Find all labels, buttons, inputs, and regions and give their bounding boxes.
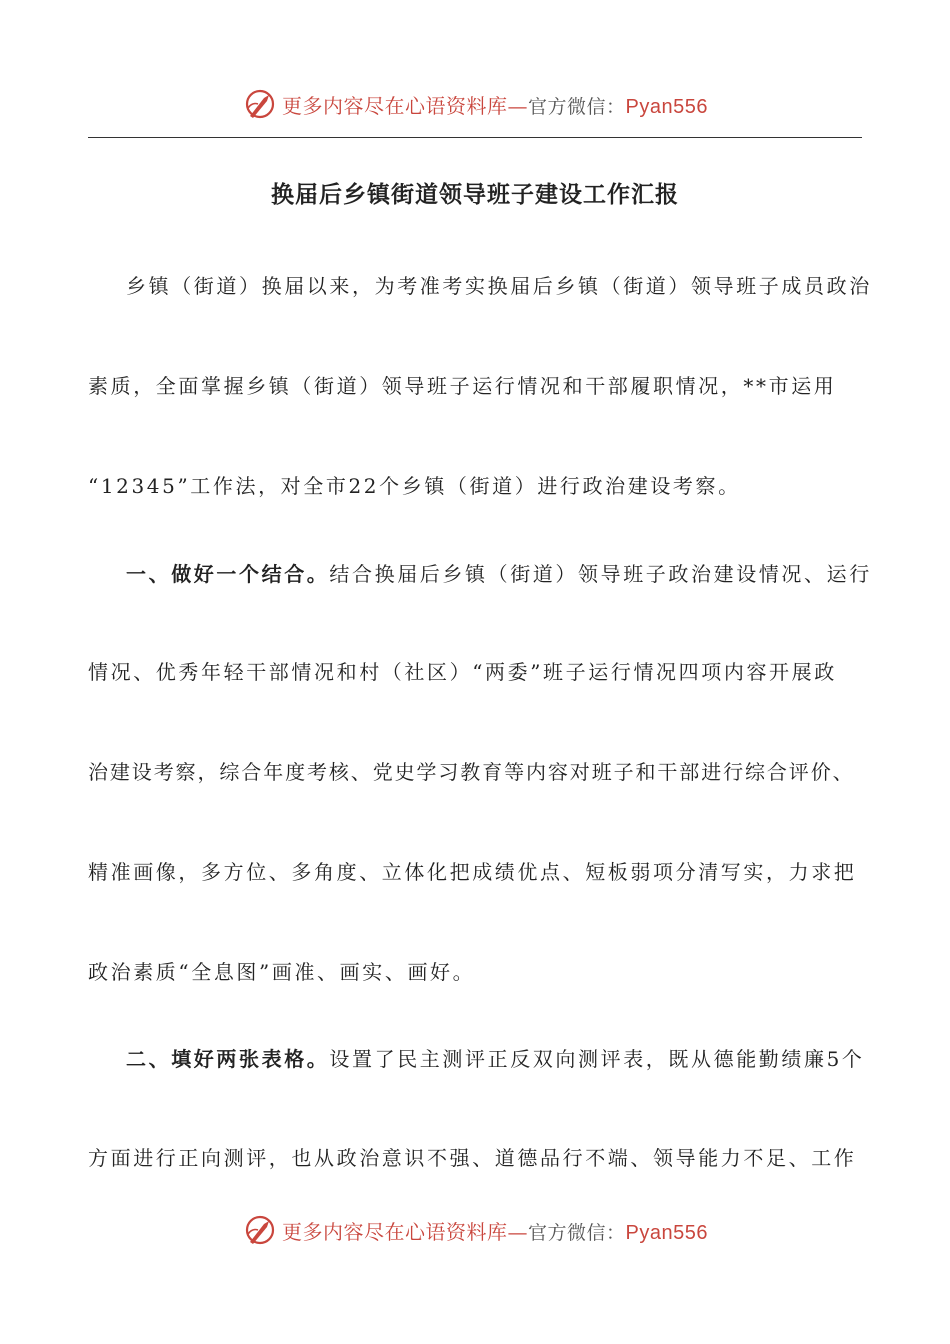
pen-nib-logo-icon	[242, 1212, 278, 1248]
paragraph-1-line-1: 乡镇（街道）换届以来，为考准考实换届后乡镇（街道）领导班子成员政治	[126, 274, 872, 298]
banner-dash: —	[507, 1219, 528, 1244]
paragraph-3-line-1	[126, 1045, 865, 1073]
footer-banner	[0, 1210, 950, 1250]
paragraph-2-line-3: 治建设考察，综合年度考核、党史学习教育等内容对班子和干部进行综合评价、	[88, 760, 855, 784]
paragraph-1-line-3: “12345”工作法，对全市22个乡镇（街道）进行政治建设考察。	[88, 474, 741, 498]
banner-dash: —	[507, 93, 528, 118]
paragraph-1-line-2: 素质，全面掌握乡镇（街道）领导班子运行情况和干部履职情况，**市运用	[88, 374, 837, 398]
paragraph-2-line-5: 政治素质“全息图”画准、画实、画好。	[88, 960, 476, 984]
section-2-heading: 二、填好两张表格。	[126, 1047, 330, 1071]
header-divider	[88, 137, 862, 138]
paragraph-2-line-4: 精准画像，多方位、多角度、立体化把成绩优点、短板弱项分清写实，力求把	[88, 860, 857, 884]
banner-main: 更多内容尽在心语资料库	[282, 93, 508, 118]
banner-main: 更多内容尽在心语资料库	[282, 1219, 508, 1244]
banner-wechat-label: 官方微信：	[528, 95, 626, 118]
banner-wechat-label: 官方微信：	[528, 1221, 626, 1244]
paragraph-2-line-1-text: 结合换届后乡镇（街道）领导班子政治建设情况、运行	[329, 562, 872, 586]
paragraph-2-line-1	[126, 560, 872, 588]
paragraph-3-line-2: 方面进行正向测评，也从政治意识不强、道德品行不端、领导能力不足、工作	[88, 1146, 857, 1170]
document-title: 换届后乡镇街道领导班子建设工作汇报	[271, 181, 679, 208]
banner-text	[282, 1216, 708, 1245]
section-1-heading: 一、做好一个结合。	[126, 562, 330, 586]
paragraph-2-line-2: 情况、优秀年轻干部情况和村（社区）“两委”班子运行情况四项内容开展政	[88, 660, 837, 684]
paragraph-3-line-1-text: 设置了民主测评正反双向测评表，既从德能勤绩廉5个	[329, 1047, 865, 1071]
pen-nib-logo-icon	[242, 86, 278, 122]
banner-wechat-id: Pyan556	[625, 95, 708, 118]
banner-wechat-id: Pyan556	[625, 1221, 708, 1244]
banner-text	[282, 90, 708, 119]
header-banner	[0, 84, 950, 124]
